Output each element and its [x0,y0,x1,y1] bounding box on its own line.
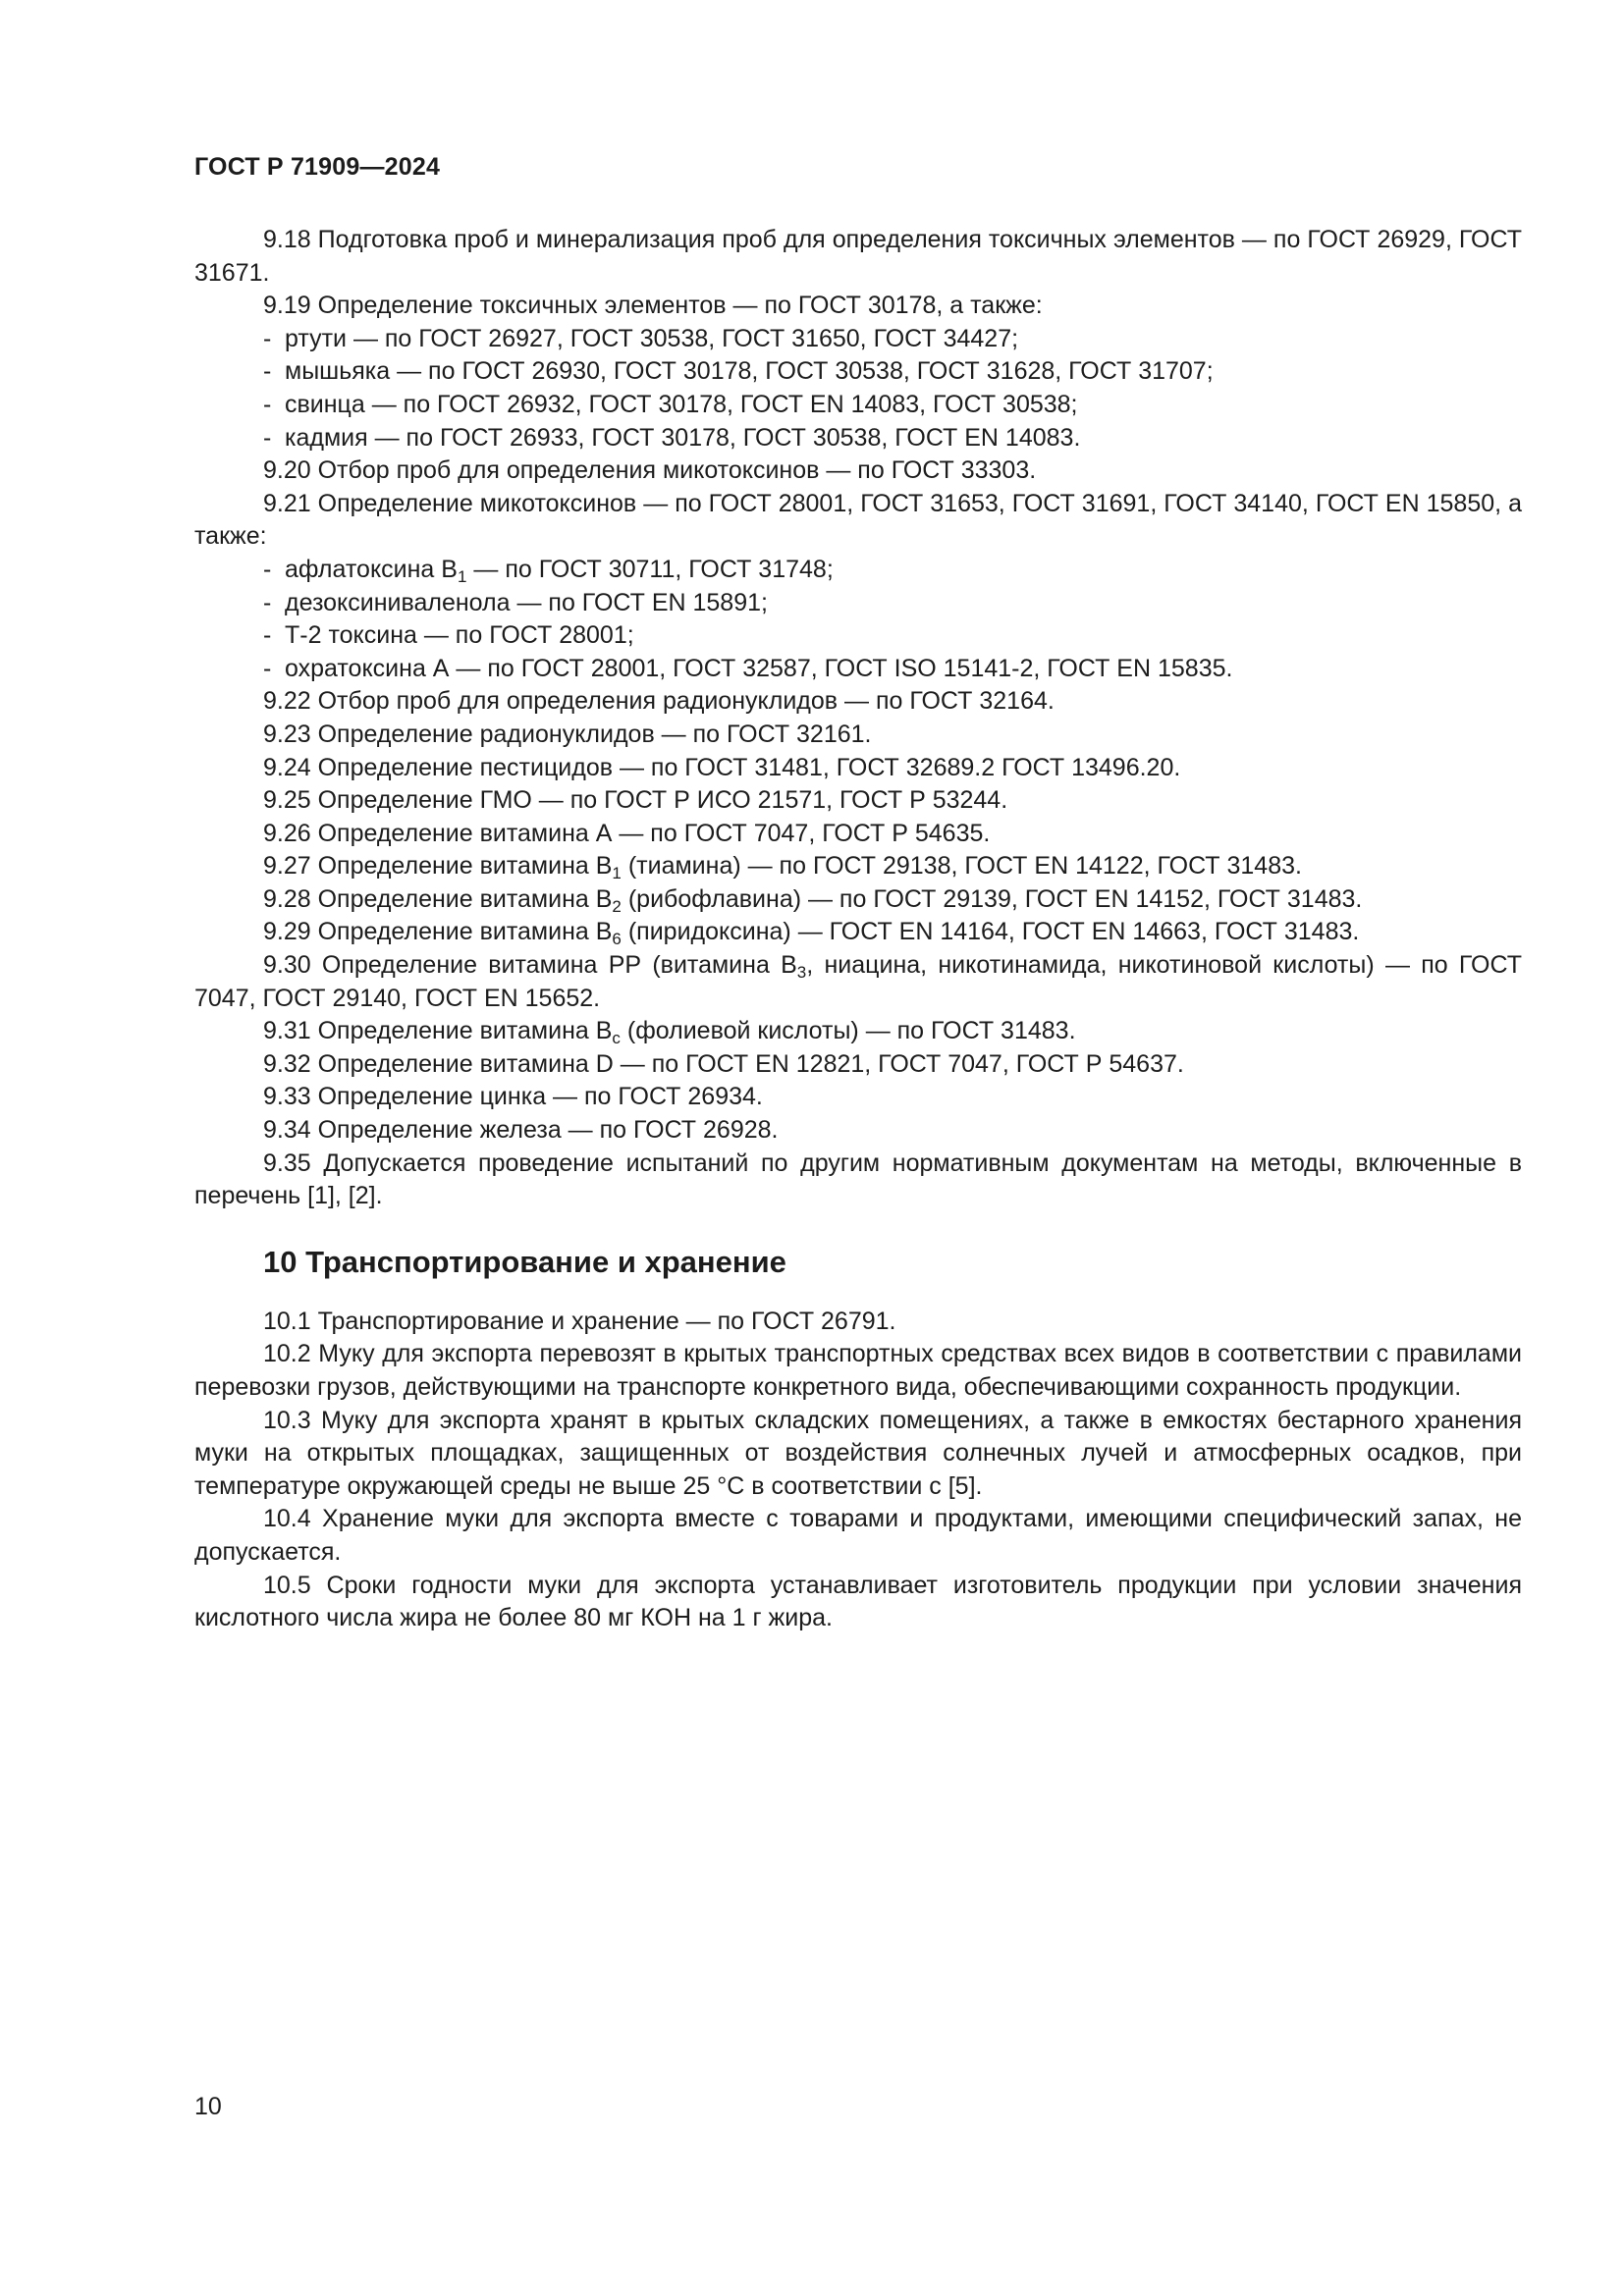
clause-9-31 [194,1015,1522,1048]
clause-9-25: 9.25 Определение ГМО — по ГОСТ Р ИСО 21571, ГОСТ Р 53244. [263,786,1008,815]
list-dash: - [263,423,272,452]
list-dash: - [263,621,272,650]
clause-10-1: 10.1 Транспортирование и хранение — по ГОСТ 26791. [263,1307,896,1335]
list-item [194,619,1522,653]
subscript: 1 [612,864,622,883]
clause-text: 9.27 Определение витамина В [263,852,613,881]
clause-9-24: 9.24 Определение пестицидов — по ГОСТ 31481, ГОСТ 32689.2 ГОСТ 13496.20. [263,753,1181,781]
list-item-text: мышьяка — по ГОСТ 26930, ГОСТ 30178, ГОСТ 30538, ГОСТ 31628, ГОСТ 31707; [285,357,1214,386]
list-item-text: кадмия — по ГОСТ 26933, ГОСТ 30178, ГОСТ 30538, ГОСТ EN 14083. [285,423,1081,452]
clause-9-27 [194,850,1522,883]
clause-9-26: 9.26 Определение витамина А — по ГОСТ 7047, ГОСТ Р 54635. [263,819,991,847]
list-item [194,554,1522,587]
list-item-text: — по ГОСТ 30711, ГОСТ 31748; [466,555,834,583]
clause-text: 9.30 Определение витамина РР (витамина В [263,951,797,980]
clause-text: , ниацина, никотинамида, никотиновой кислоты) — по ГОСТ 7047, ГОСТ 29140, ГОСТ EN 15652. [194,951,1522,1012]
clause-10-3: 10.3 Муку для экспорта хранят в крытых складских помещениях, а также в емкостях бестарного хранения муки на открытых площадках, защищенных от воздействия солнечных лучей и атмосферных осадков, при температуре окружающей среды не выше 25 °С в соответствии с [5]. [194,1406,1522,1500]
list-item-text: свинца — по ГОСТ 26932, ГОСТ 30178, ГОСТ EN 14083, ГОСТ 30538; [285,390,1078,418]
list-item [194,323,1522,356]
section-10-heading: 10 Транспортирование и хранение [263,1244,786,1279]
page-number: 10 [194,2093,222,2120]
clause-9-35: 9.35 Допускается проведение испытаний по другим нормативным документам на методы, включенные в перечень [1], [2]. [194,1148,1522,1210]
clause-9-33: 9.33 Определение цинка — по ГОСТ 26934. [263,1083,763,1111]
clause-10-5: 10.5 Сроки годности муки для экспорта устанавливает изготовитель продукции при условии значения кислотного числа жира не более 80 мг КОН на 1 г жира. [194,1571,1522,1632]
subscript: с [612,1029,621,1048]
list-item [194,355,1522,389]
subscript: 2 [612,896,622,916]
list-item [194,653,1522,686]
clause-text: 9.28 Определение витамина В [263,884,613,913]
list-dash: - [263,390,272,418]
clause-text: 9.29 Определение витамина В [263,918,613,946]
list-item-text: Т-2 токсина — по ГОСТ 28001; [285,621,634,650]
subscript: 3 [796,963,807,983]
clause-text: 9.31 Определение витамина В [263,1017,613,1045]
clause-9-18: 9.18 Подготовка проб и минерализация проб для определения токсичных элементов — по ГОСТ 26929, ГОСТ 31671. [194,226,1522,287]
list-dash: - [263,324,272,352]
clause-text: (фолиевой кислоты) — по ГОСТ 31483. [620,1017,1076,1045]
list-dash: - [263,357,272,386]
list-dash: - [263,555,272,583]
clause-10-4: 10.4 Хранение муки для экспорта вместе с товарами и продуктами, имеющими специфический запах, не допускается. [194,1505,1522,1566]
clause-9-19: 9.19 Определение токсичных элементов — по ГОСТ 30178, а также: [263,292,1043,320]
subscript: 6 [612,930,622,949]
clause-9-29 [194,916,1522,949]
list-item [194,587,1522,620]
clause-text: (тиамина) — по ГОСТ 29138, ГОСТ EN 14122, ГОСТ 31483. [621,852,1302,881]
clause-9-21: 9.21 Определение микотоксинов — по ГОСТ 28001, ГОСТ 31653, ГОСТ 31691, ГОСТ 34140, ГОСТ EN 15850, а также: [194,489,1522,551]
clause-text: (рибофлавина) — по ГОСТ 29139, ГОСТ EN 14152, ГОСТ 31483. [621,884,1363,913]
clause-9-34: 9.34 Определение железа — по ГОСТ 26928. [263,1116,779,1145]
list-item-text: ртути — по ГОСТ 26927, ГОСТ 30538, ГОСТ 31650, ГОСТ 34427; [285,324,1019,352]
document-code-header: ГОСТ Р 71909—2024 [194,153,441,181]
list-item-text: охратоксина А — по ГОСТ 28001, ГОСТ 32587, ГОСТ ISO 15141-2, ГОСТ EN 15835. [285,654,1233,682]
clause-9-30 [194,949,1522,1015]
list-item-text: дезоксиниваленола — по ГОСТ EN 15891; [285,588,768,616]
clause-9-20: 9.20 Отбор проб для определения микотоксинов — по ГОСТ 33303. [263,456,1037,485]
list-item [194,389,1522,422]
clause-9-23: 9.23 Определение радионуклидов — по ГОСТ 32161. [263,720,872,748]
list-dash: - [263,654,272,682]
list-dash: - [263,588,272,616]
subscript: 1 [457,566,467,586]
clause-9-32: 9.32 Определение витамина D — по ГОСТ EN 12821, ГОСТ 7047, ГОСТ Р 54637. [263,1049,1184,1078]
document-body [194,224,1522,1635]
list-item-text: афлатоксина В [285,555,458,583]
clause-10-2: 10.2 Муку для экспорта перевозят в крытых транспортных средствах всех видов в соответствии с правилами перевозки грузов, действующими на транспорте конкретного вида, обеспечивающими сохранность продукции. [194,1340,1522,1401]
clause-text: (пиридоксина) — ГОСТ EN 14164, ГОСТ EN 14663, ГОСТ 31483. [621,918,1360,946]
clause-9-22: 9.22 Отбор проб для определения радионуклидов — по ГОСТ 32164. [263,687,1055,716]
clause-9-28 [194,883,1522,917]
list-item [194,422,1522,455]
